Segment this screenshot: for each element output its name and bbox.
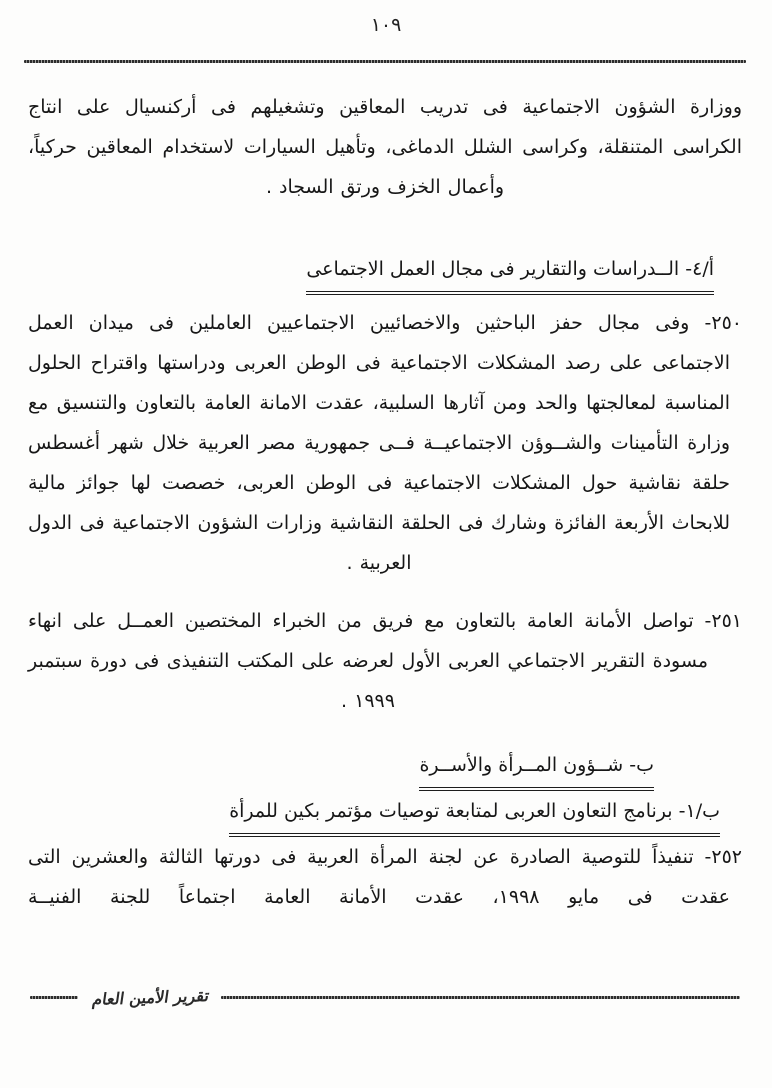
section-heading-b-row — [28, 745, 654, 791]
section-heading-b1 — [229, 791, 720, 837]
section-heading-b1-row — [28, 791, 720, 837]
section-heading-a4-row — [28, 249, 714, 295]
section-heading-b — [419, 745, 654, 791]
document-content — [0, 63, 772, 917]
page-footer — [30, 985, 740, 1010]
paragraph-252-number: ٢٥٢- — [704, 846, 742, 868]
paragraph-251 — [28, 601, 742, 721]
section-heading-b1-title: برنامج التعاون العربى لمتابعة توصيات مؤتمر بكين للمرأة — [229, 800, 673, 822]
section-heading-b-title: ب- شــؤون المــرأة والأســرة — [419, 754, 654, 776]
paragraph-252-text: تنفيذاً للتوصية الصادرة عن لجنة المرأة العربية فى دورتها الثالثة والعشرين التى عقدت فى مايو ١٩٩٨، عقدت الأمانة العامة اجتماعاً للجنة الفنيــة — [28, 846, 730, 908]
paragraph-intro-text: ووزارة الشؤون الاجتماعية فى تدريب المعاقين وتشغيلهم فى أركنسيال على انتاج الكراسى المتنقلة، وكراسى الشلل الدماغى، وتأهيل السيارات لاستخدام المعاقين حركياً، وأعمال الخزف ورتق السجاد . — [28, 96, 742, 198]
paragraph-251-text: تواصل الأمانة العامة بالتعاون مع فريق من الخبراء المختصين العمــل على انهاء مسودة التقرير الاجتماعي العربى الأول لعرضه على المكتب التنفيذى فى دورة سبتمبر ١٩٩٩ . — [28, 610, 708, 712]
footer-divider-long — [221, 996, 740, 999]
paragraph-252 — [28, 837, 742, 917]
section-heading-a4-title: الــدراسات والتقارير فى مجال العمل الاجتماعى — [306, 258, 680, 280]
footer-signature: تقرير الأمين العام — [90, 985, 209, 1010]
section-heading-a4 — [306, 249, 714, 295]
paragraph-250 — [28, 303, 742, 583]
paragraph-intro — [28, 87, 742, 207]
section-heading-b1-label: ب/١- — [678, 800, 720, 822]
footer-divider-short — [30, 996, 78, 999]
paragraph-251-number: ٢٥١- — [704, 610, 742, 632]
section-heading-a4-label: أ/٤- — [685, 258, 714, 280]
paragraph-250-text: وفى مجال حفز الباحثين والاخصائيين الاجتماعيين العاملين فى ميدان العمل الاجتماعى على رصد المشكلات الاجتماعية فى الوطن العربى ودراستها واقتراح الحلول المناسبة لمعالجتها والحد ومن آثارها السلبية، عقدت الامانة العامة بالتعاون والتنسيق مع وزارة التأمينات والشــوؤن الاجتماعيــة فــى جمهورية مصر العربية خلال شهر أغسطس حلقة نقاشية حول المشكلات الاجتماعية فى الوطن العربى، خصصت لها جوائز مالية للابحاث الأربعة الفائزة وشارك فى الحلقة النقاشية وزارات الشؤون الاجتماعية فى الدول العربية . — [28, 312, 730, 574]
paragraph-250-number: ٢٥٠- — [704, 312, 742, 334]
page-number: ١٠٩ — [370, 14, 402, 36]
